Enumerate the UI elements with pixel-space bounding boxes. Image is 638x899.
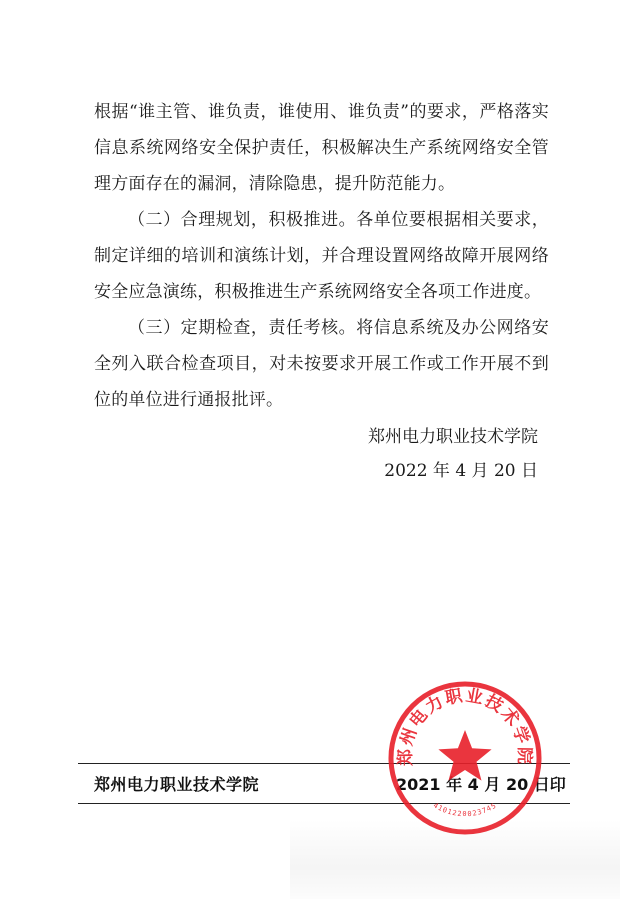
seal-star-icon [438,730,491,781]
footer-organization: 郑州电力职业技术学院 [94,775,260,794]
signature-date: 2022 年 4 月 20 日 [384,461,538,481]
paragraph-1: 根据“谁主管、谁负责，谁使用、谁负责”的要求，严格落实信息系统网络安全保护责任，积极解决生产系统网络安全管理方面存在的漏洞，清除隐患，提升防范能力。 [94,102,549,194]
document-body [94,94,549,418]
footer-print-date: 2021 年 4 月 20 日印 [396,775,566,794]
seal-serial: 4101220023745 [431,801,499,819]
official-seal [385,678,545,838]
paragraph-3: （三）定期检查，责任考核。将信息系统及办公网络安全列入联合检查项目，对未按要求开展工作或工作开展不到位的单位进行通报批评。 [94,318,549,410]
signature-organization: 郑州电力职业技术学院 [368,427,538,447]
seal-text: 郑州电力职业技术学院 [395,685,535,767]
signature-block [368,420,538,488]
paragraph-2: （二）合理规划，积极推进。各单位要根据相关要求，制定详细的培训和演练计划，并合理设置网络故障开展网络安全应急演练，积极推进生产系统网络安全各项工作进度。 [94,210,549,302]
